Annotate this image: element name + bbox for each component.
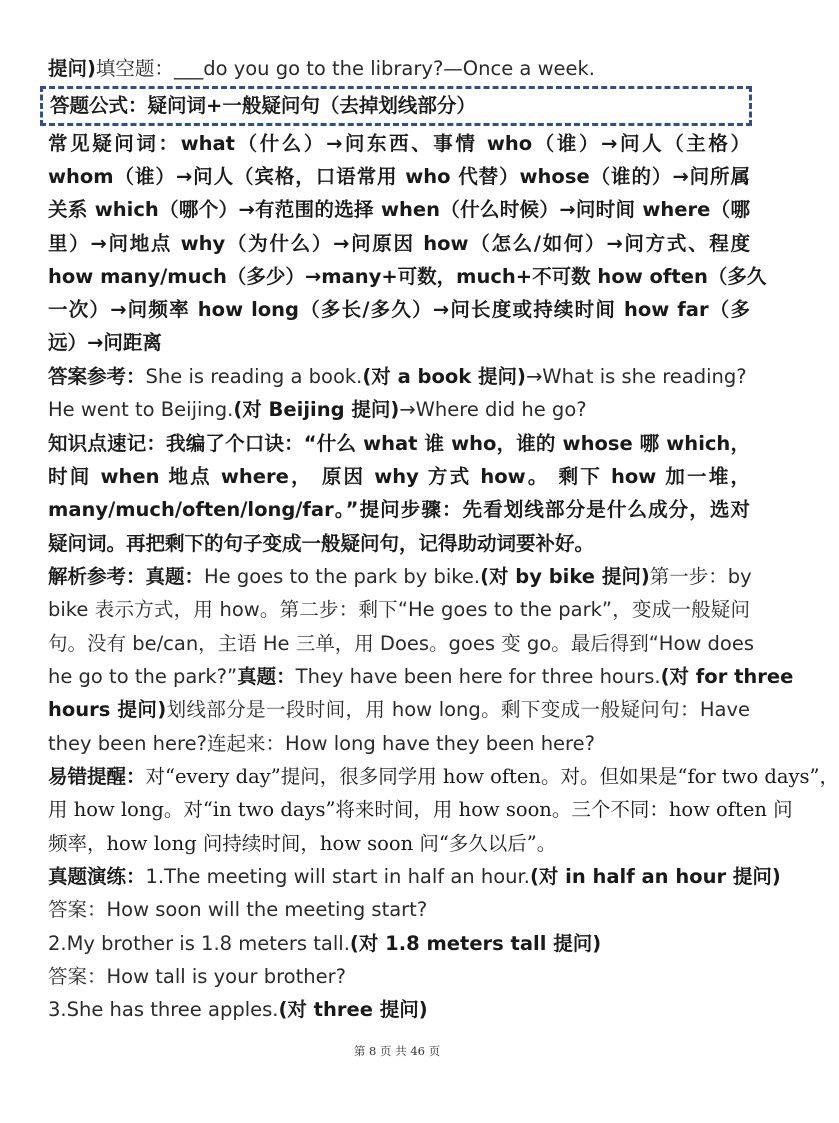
analysis-line-1: 解析参考：真题：He goes to the park by bike.(对 by bike 提问)第一步：by bbox=[48, 565, 752, 588]
question-words-line-2: whom（谁）→问人（宾格，口语常用 who 代替）whose（谁的）→问所属 bbox=[48, 165, 750, 188]
fill-blank-question: 提问)填空题：___do you go to the library?—Once a week. bbox=[48, 57, 595, 80]
common-mistake-line-3: 频率，how long 问持续时间，how soon 问“多久以后”。 bbox=[48, 832, 557, 855]
mnemonic-line-2: 时间 when 地点 where， 原因 why 方式 how。 剩下 how 加一堆， bbox=[48, 465, 750, 488]
practice-answer-1: 答案：How soon will the meeting start? bbox=[48, 898, 428, 921]
practice-question-3: 3.She has three apples.(对 three 提问) bbox=[48, 998, 428, 1021]
mnemonic-line-4: 疑问词。再把剩下的句子变成一般疑问句，记得助动词要补好。 bbox=[48, 532, 595, 555]
analysis-line-6: they been here?连起来：How long have they been here? bbox=[48, 732, 595, 755]
analysis-line-5: hours 提问)划线部分是一段时间，用 how long。剩下变成一般疑问句：Have bbox=[48, 698, 750, 721]
analysis-line-4: he go to the park?”真题：They have been here for three hours.(对 for three bbox=[48, 665, 794, 688]
question-words-line-1: 常见疑问词：what（什么）→问东西、事情 who（谁）→问人（主格） bbox=[48, 132, 750, 155]
page-number-footer: 第 8 页 共 46 页 bbox=[353, 1044, 441, 1058]
question-words-line-3: 关系 which（哪个）→有范围的选择 when（什么时候）→问时间 where（哪 bbox=[48, 198, 750, 221]
practice-answer-2: 答案：How tall is your brother? bbox=[48, 965, 346, 988]
mnemonic-line-3: many/much/often/long/far。”提问步骤：先看划线部分是什么成分，选对 bbox=[48, 498, 750, 521]
question-words-line-7: 远）→问距离 bbox=[48, 331, 162, 354]
question-words-line-6: 一次）→问频率 how long（多长/多久）→问长度或持续时间 how far（多 bbox=[48, 298, 750, 321]
answer-reference-line-2: He went to Beijing.(对 Beijing 提问)→Where did he go? bbox=[48, 398, 587, 421]
common-mistake-line-2: 用 how long。对“in two days”将来时间，用 how soon。三个不同：how often 问 bbox=[48, 798, 793, 821]
mnemonic-line-1: 知识点速记：我编了个口诀：“什么 what 谁 who，谁的 whose 哪 which， bbox=[48, 432, 750, 455]
analysis-line-2: bike 表示方式，用 how。第二步：剩下“He goes to the park”，变成一般疑问 bbox=[48, 598, 750, 621]
answer-formula: 答题公式：疑问词+一般疑问句（去掉划线部分） bbox=[50, 94, 476, 117]
analysis-line-3: 句。没有 be/can，主语 He 三单，用 Does。goes 变 go。最后得到“How does bbox=[48, 632, 755, 655]
practice-question-2: 2.My brother is 1.8 meters tall.(对 1.8 meters tall 提问) bbox=[48, 932, 602, 955]
question-words-line-4: 里）→问地点 why（为什么）→问原因 how（怎么/如何）→问方式、程度 bbox=[48, 232, 750, 255]
common-mistake-line-1: 易错提醒：对“every day”提问，很多同学用 how often。对。但如果是“for two days”， bbox=[48, 765, 839, 788]
practice-question-1: 真题演练：1.The meeting will start in half an hour.(对 in half an hour 提问) bbox=[48, 865, 781, 888]
answer-reference-line-1: 答案参考：She is reading a book.(对 a book 提问)→What is she reading? bbox=[48, 365, 747, 388]
question-words-line-5: how many/much（多少）→many+可数，much+不可数 how often（多久 bbox=[48, 265, 767, 288]
